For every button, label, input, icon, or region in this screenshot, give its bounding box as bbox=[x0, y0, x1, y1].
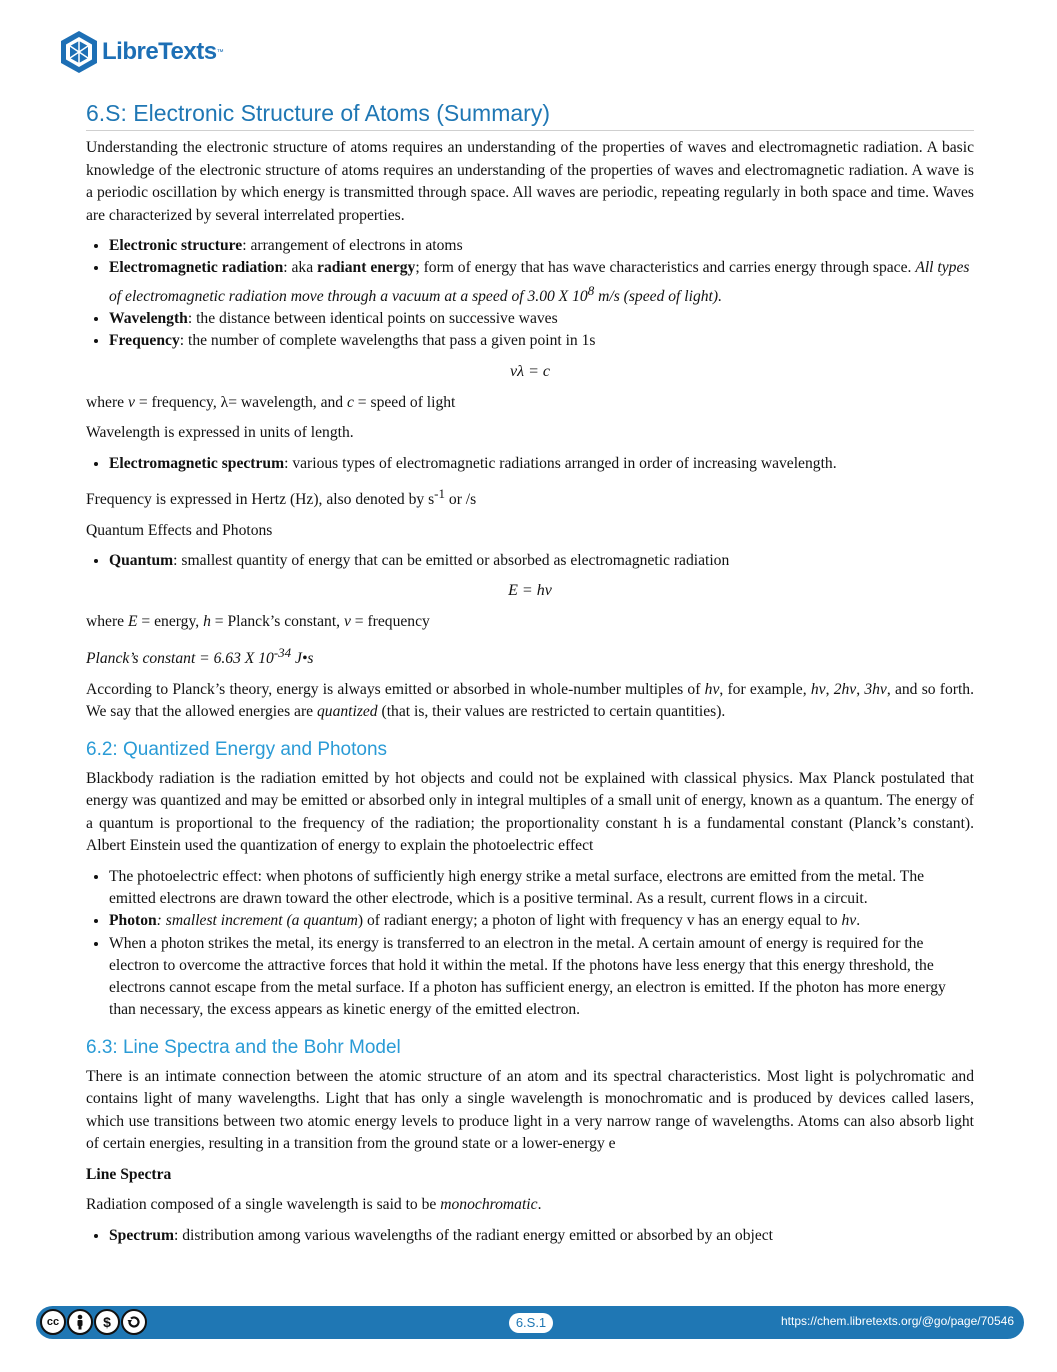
list-item: • Spectrum: distribution among various wavelengths of the radiant energy emitted or absorbed by an object bbox=[109, 1225, 974, 1247]
list-item: • Wavelength: the distance between identical points on successive waves bbox=[109, 308, 974, 330]
planck-constant: Planck’s constant = 6.63 X $10^{-34}$ J•s bbox=[86, 644, 314, 668]
logo-trademark: ™ bbox=[216, 48, 224, 56]
page-content bbox=[86, 98, 974, 1255]
logo-text: LibreTexts bbox=[102, 38, 217, 65]
list-item: • Quantum: smallest quantity of energy that can be emitted or absorbed as electromagnetic radiation bbox=[109, 550, 974, 572]
blackbody-paragraph: Blackbody radiation is the radiation emitted by hot objects and could not be explained with classical physics. Max Planck postulated that energy was quantized and may be emitted or absorbed only in integral multiples of a small unit of energy, known as a quantum. The energy of a quantum is proportional to the frequency of the radiation; the proportionality constant h is a fundamental constant (Planck’s constant). Albert Einstein used the quantization of energy to explain the photoelectric effect bbox=[86, 769, 974, 855]
noncommercial-icon: $ bbox=[94, 1309, 120, 1335]
wavelength-units: Wavelength is expressed in units of length. bbox=[86, 424, 354, 442]
libretexts-hexagon-icon bbox=[60, 30, 98, 74]
monochromatic-paragraph: Radiation composed of a single wavelength is said to be monochromatic. bbox=[86, 1196, 542, 1214]
equation-wave: νλ = c bbox=[510, 362, 550, 380]
list-item: • Electronic structure: arrangement of electrons in atoms bbox=[109, 235, 974, 257]
spectrum-definition-list bbox=[86, 1225, 974, 1247]
intro-paragraph: Understanding the electronic structure of atoms requires an understanding of the properties of waves and electromagnetic radiation. A basic knowledge of the electronic structure of atoms requires an understanding of the properties of waves and electromagnetic radiation. A wave is a periodic oscillation by which energy is transmitted through space. All waves are periodic, repeating regularly in both space and time. Waves are characterized by several interrelated properties. bbox=[86, 139, 974, 224]
list-item: • Electromagnetic radiation: aka radiant energy; form of energy that has wave characteristics and carries energy through space. All types of electromagnetic radiation move through a vacuum at a speed of 3.00 X $10^8$ m/s (speed of light). bbox=[109, 257, 974, 308]
equation-energy: E = hv bbox=[508, 582, 552, 600]
list-item: • Frequency: the number of complete wavelengths that pass a given point in 1s bbox=[109, 330, 974, 352]
wave-variables: where ν = frequency, λ= wavelength, and c = speed of light bbox=[86, 393, 456, 411]
quantum-heading: Quantum Effects and Photons bbox=[86, 521, 273, 539]
planck-theory-paragraph: According to Planck’s theory, energy is always emitted or absorbed in whole-number multiples of hv, for example, hv, 2hv, 3hv, and so forth. We say that the allowed energies are quantized (that is, their values are restricted to certain quantities). bbox=[86, 680, 975, 721]
list-item: • Electromagnetic spectrum: various types of electromagnetic radiations arranged in order of increasing wavelength. bbox=[109, 453, 974, 475]
properties-list bbox=[86, 235, 974, 353]
attribution-icon bbox=[67, 1309, 93, 1335]
energy-variables: where E = energy, h = Planck’s constant, ν = frequency bbox=[86, 613, 430, 631]
cc-license-badge[interactable] bbox=[40, 1309, 148, 1335]
cc-icon: cc bbox=[40, 1309, 66, 1335]
section-heading-line-spectra[interactable]: 6.3: Line Spectra and the Bohr Model bbox=[86, 1036, 401, 1058]
page-number: 6.S.1 bbox=[509, 1313, 553, 1333]
sharealike-icon bbox=[121, 1309, 147, 1335]
spectrum-list bbox=[86, 453, 974, 475]
quantum-list bbox=[86, 550, 974, 572]
list-item: • The photoelectric effect: when photons of sufficiently high energy strike a metal surface, electrons are emitted from the metal. The emitted electrons are drawn toward the other electrode, which is a positive terminal. As a result, current flows in a circuit. bbox=[109, 866, 974, 911]
section-heading-quantized-energy[interactable]: 6.2: Quantized Energy and Photons bbox=[86, 738, 388, 760]
page-footer bbox=[36, 1306, 1024, 1339]
page-title: 6.S: Electronic Structure of Atoms (Summary) bbox=[86, 98, 974, 131]
page-url-link[interactable]: https://chem.libretexts.org/@go/page/70546 bbox=[781, 1314, 1014, 1328]
frequency-units: Frequency is expressed in Hertz (Hz), also denoted by $s^{-1}$ or /s bbox=[86, 485, 477, 509]
line-spectra-paragraph: There is an intimate connection between the atomic structure of an atom and its spectral characteristics. Most light is polychromatic and contains light of many wavelengths. Light that has only a single wavelength is monochromatic and is produced by devices called lasers, which use transitions between two atomic energy levels to produce light in a very narrow range of wavelengths. Atoms can also absorb light of certain energies, resulting in a transition from the ground state or a lower-energy e bbox=[86, 1067, 974, 1153]
list-item: • Photon: smallest increment (a quantum) of radiant energy; a photon of light with frequency v has an energy equal to hv. bbox=[109, 910, 974, 932]
libretexts-logo[interactable] bbox=[60, 29, 224, 75]
line-spectra-subheading: Line Spectra bbox=[86, 1165, 172, 1183]
list-item: • When a photon strikes the metal, its energy is transferred to an electron in the metal. A certain amount of energy is required for the electron to overcome the attractive forces that hold it within the metal. If the photons have less energy that this energy threshold, the electrons cannot escape from the metal surface. If a photon has sufficient energy, an electron is emitted. If the photon has more energy than necessary, the excess appears as kinetic energy of the emitted electron. bbox=[109, 933, 974, 1022]
photon-list bbox=[86, 866, 974, 1022]
